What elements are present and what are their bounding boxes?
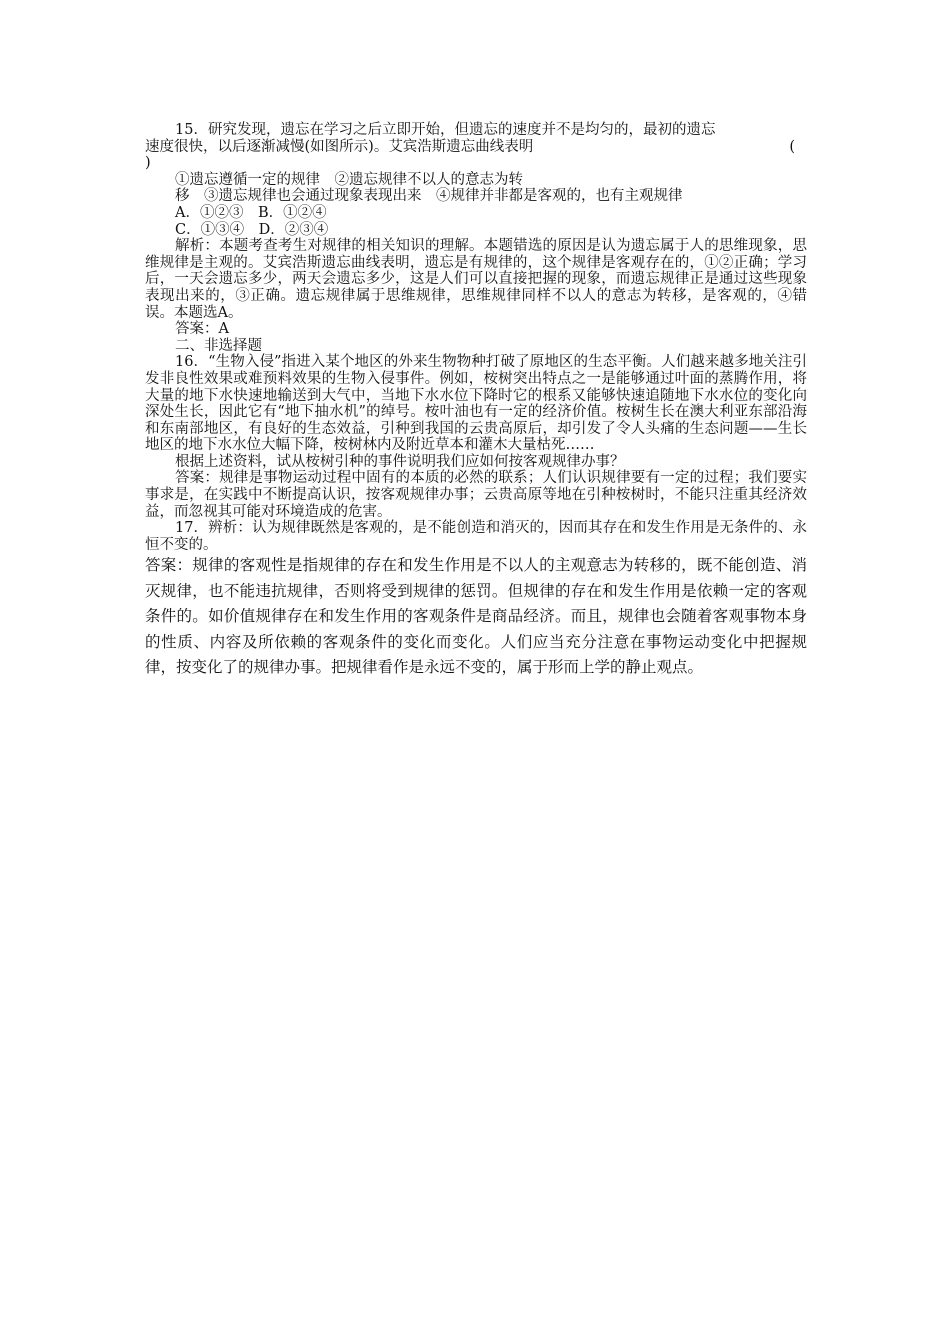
q15-stem-line1: 15．研究发现，遗忘在学习之后立即开始，但遗忘的速度并不是均匀的，最初的遗忘 [175, 122, 716, 138]
q16-answer: 答案：规律是事物运动过程中固有的本质的必然的联系；人们认识规律要有一定的过程；我们要实事求是，在实践中不断提高认识，按客观规律办事；云贵高原等地在引种桉树时，不能只注重其经济效益，而忽视其可能对环境造成的危害。 [145, 470, 807, 520]
dense-section [145, 122, 807, 553]
section-title: 二、非选择题 [175, 337, 262, 354]
q15-statement-line2: 移 ③遗忘规律也会通过现象表现出来 ④规律并非都是客观的，也有主观规律 [175, 188, 683, 205]
q17-answer: 答案：规律的客观性是指规律的存在和发生作用是不以人的主观意志为转移的，既不能创造、消灭规律，也不能违抗规律，否则将受到规律的惩罚。但规律的存在和发生作用是依赖一定的客观条件的。如价值规律存在和发生作用的客观条件是商品经济。而且，规律也会随着客观事物本身的性质、内容及所依赖的客观条件的变化而变化。人们应当充分注意在事物运动变化中把握规律，按变化了的规律办事。把规律看作是永远不变的，属于形而上学的静止观点。 [145, 556, 807, 677]
q15-analysis: 解析：本题考查考生对规律的相关知识的理解。本题错选的原因是认为遗忘属于人的思维现象，思维规律是主观的。艾宾浩斯遗忘曲线表明，遗忘是有规律的，这个规律是客观存在的，①②正确；学习后，一天会遗忘多少，两天会遗忘多少，这是人们可以直接把握的现象，而遗忘规律正是通过这些现象表现出来的，③正确。遗忘规律属于思维规律，思维规律同样不以人的意志为转移，是客观的，④错误。本题选A。 [145, 238, 807, 321]
q15-stem-line2 [145, 139, 807, 156]
q15-stem-line2-text: 速度很快，以后逐渐减慢(如图所示)。艾宾浩斯遗忘曲线表明 [145, 138, 534, 155]
q16-material: 16．“生物入侵”指进入某个地区的外来生物物种打破了原地区的生态平衡。人们越来越多地关注引发非良性效果或难预料效果的生物入侵事件。例如，桉树突出特点之一是能够通过叶面的蒸腾作用，将大量的地下水快速地输送到大气中，当地下水水位下降时它的根系又能够快速追随地下水水位的变化向深处生长，因此它有“地下抽水机”的绰号。桉叶油也有一定的经济价值。桉树生长在澳大利亚东部沿海和东南部地区，有良好的生态效益，引种到我国的云贵高原后，却引发了令人头痛的生态问题——生长地区的地下水水位大幅下降，桉树林内及附近草本和灌木大量枯死…… [145, 354, 807, 454]
q15-answer: 答案：A [175, 321, 229, 338]
q15-statement-line1: ①遗忘遵循一定的规律 ②遗忘规律不以人的意志为转 [175, 171, 523, 188]
q15-bracket-close: ) [145, 155, 151, 172]
q17-question: 17．辨析：认为规律既然是客观的，是不能创造和消灭的，因而其存在和发生作用是无条件的、永恒不变的。 [145, 520, 807, 553]
q15-bracket-open: ( [789, 138, 795, 155]
q15-options-cd: C．①③④ D．②③④ [175, 221, 329, 238]
q15-options-ab: A．①②③ B．①②④ [175, 204, 327, 221]
q17-answer-block [145, 553, 807, 681]
document-page [145, 122, 807, 681]
q16-question: 根据上述资料，试从桉树引种的事件说明我们应如何按客观规律办事？ [175, 453, 625, 470]
